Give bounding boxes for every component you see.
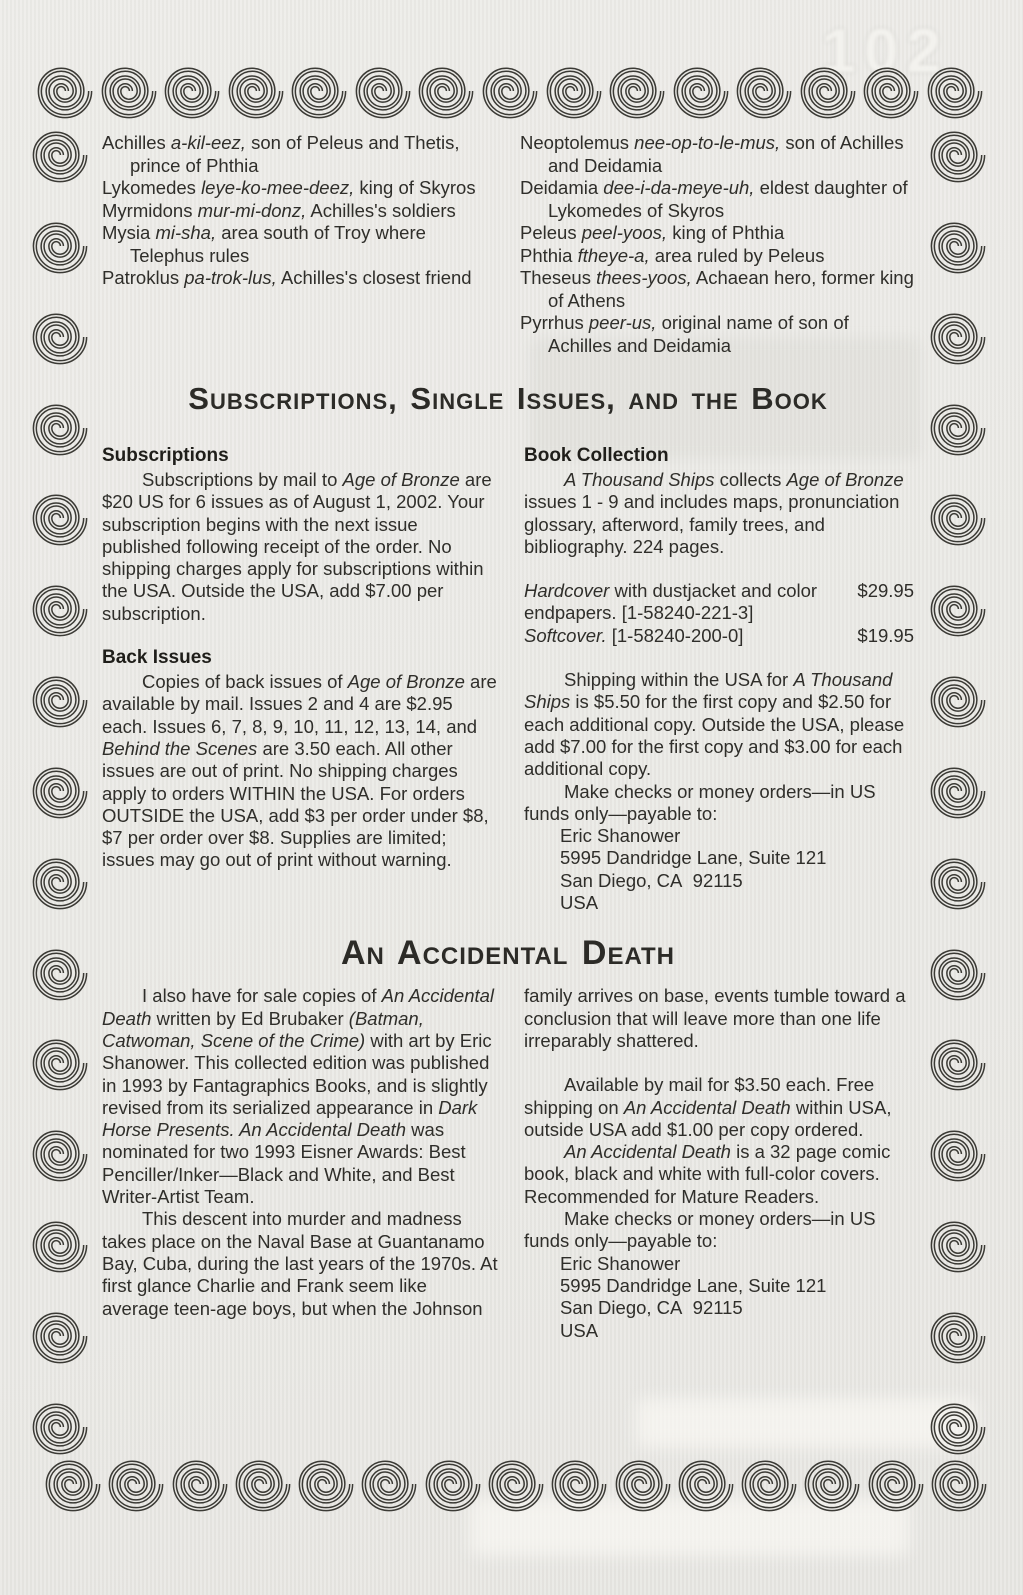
- text-segment: with art by Eric Shanower. This collected edition was published in 1993 by Fantagraphics Books, and is slightly revised from its serialized appearance in: [102, 1029, 492, 1118]
- spiral-ornament-icon: [930, 1455, 988, 1513]
- bleed-through-artifact: [636, 1398, 976, 1448]
- text-segment: Subscriptions by mail to: [142, 469, 343, 490]
- glossary-entry: [520, 267, 914, 312]
- spiral-ornament-icon: [929, 126, 987, 184]
- payable-to-line: Make checks or money orders—in US funds only—payable to:: [524, 1208, 876, 1252]
- spiral-border-top: [36, 62, 984, 120]
- glossary-definition: eldest daughter of Lykomedes of Skyros: [548, 177, 908, 221]
- hardcover-price-line: [524, 580, 914, 625]
- glossary-column-right: [520, 132, 914, 357]
- spiral-ornament-icon: [929, 1034, 987, 1092]
- spiral-ornament-icon: [487, 1455, 545, 1513]
- spiral-ornament-icon: [107, 1455, 165, 1513]
- text-segment-italic: A Thousand Ships: [524, 669, 893, 713]
- spiral-ornament-icon: [799, 62, 857, 120]
- address-line: USA: [560, 892, 599, 914]
- hardcover-price: $29.95: [857, 580, 914, 602]
- spiral-ornament-icon: [31, 308, 89, 366]
- text-segment: are $20 US for 6 issues as of August 1, 2002. Your subscription begins with the next issue published following receipt of the order. No shipping charges apply for subscriptions within the USA. Outside the USA, add $7.00 per subscription.: [102, 469, 492, 624]
- book-collection-paragraph: [524, 469, 914, 558]
- glossary-definition: area south of Troy where Telephus rules: [130, 222, 426, 266]
- glossary-pronunciation: dee-i-da-meye-uh,: [603, 177, 755, 198]
- glossary-definition: Achaean hero, former king of Athens: [548, 267, 914, 311]
- glossary-entry: [102, 267, 502, 290]
- glossary-pronunciation: nee-op-to-le-mus,: [634, 132, 781, 153]
- spiral-ornament-icon: [100, 62, 158, 120]
- spiral-border-left: [31, 126, 89, 1456]
- accidental-paragraph-4: [524, 1074, 914, 1141]
- address-line: San Diego, CA 92115: [560, 869, 743, 891]
- glossary-entry: [520, 222, 914, 245]
- glossary-definition: Achilles's soldiers: [310, 199, 456, 221]
- spiral-ornament-icon: [929, 671, 987, 729]
- softcover-price-line: [524, 625, 914, 647]
- spiral-ornament-icon: [929, 399, 987, 457]
- spiral-ornament-icon: [234, 1455, 292, 1513]
- text-segment: within USA, outside USA add $1.00 per copy ordered.: [524, 1096, 892, 1140]
- spiral-ornament-icon: [31, 944, 89, 1002]
- text-segment-italic: Age of Bronze: [342, 469, 460, 490]
- glossary-term: Patroklus: [102, 267, 180, 288]
- glossary-pronunciation: peel-yoos,: [581, 222, 668, 243]
- spiral-ornament-icon: [424, 1455, 482, 1513]
- address-line: Eric Shanower: [560, 825, 681, 847]
- accidental-death-section: [102, 985, 914, 1341]
- address-line: Eric Shanower: [560, 1252, 681, 1274]
- glossary-term: Peleus: [520, 222, 577, 243]
- spiral-ornament-icon: [929, 762, 987, 820]
- glossary-entry: [520, 245, 914, 268]
- book-collection-column: [524, 429, 914, 914]
- glossary-entry: [520, 132, 914, 177]
- spiral-ornament-icon: [360, 1455, 418, 1513]
- subscriptions-left-column: [102, 429, 498, 914]
- accidental-paragraph-3: family arrives on base, events tumble toward a conclusion that will leave more than one life irreparably shattered.: [524, 985, 906, 1051]
- text-segment: are available by mail. Issues 2 and 4 are $2.95 each. Issues 6, 7, 8, 9, 10, 11, 12, 13, 14, and: [102, 671, 497, 737]
- spiral-ornament-icon: [163, 62, 221, 120]
- accidental-left-column: [102, 985, 498, 1341]
- text-segment: are 3.50 each. All other issues are out of print. No shipping charges apply to orders WITHIN the USA. For orders OUTSIDE the USA, add $3 per order under $8, $7 per order over $8. Supplies are limited; issues may go out of print without warning.: [102, 737, 489, 871]
- spiral-ornament-icon: [31, 1125, 89, 1183]
- spiral-ornament-icon: [672, 62, 730, 120]
- glossary-pronunciation: mur-mi-donz,: [197, 199, 307, 221]
- text-segment-italic: Age of Bronze: [786, 469, 904, 490]
- spiral-ornament-icon: [31, 489, 89, 547]
- spiral-ornament-icon: [31, 399, 89, 457]
- text-segment: Available by mail for $3.50 each. Free shipping on: [524, 1074, 875, 1118]
- spiral-ornament-icon: [929, 1398, 987, 1456]
- text-segment-italic: An Accidental Death: [102, 985, 495, 1029]
- spiral-ornament-icon: [31, 580, 89, 638]
- spiral-ornament-icon: [297, 1455, 355, 1513]
- text-segment: issues 1 - 9 and includes maps, pronunciation glossary, afterword, family trees, and bibliography. 224 pages.: [524, 491, 900, 557]
- spiral-ornament-icon: [803, 1455, 861, 1513]
- book-collection-subhead: Book Collection: [524, 445, 669, 466]
- glossary-pronunciation: pa-trok-lus,: [184, 267, 277, 288]
- spiral-ornament-icon: [31, 1216, 89, 1274]
- accidental-paragraph-2: This descent into murder and madness takes place on the Naval Base at Guantanamo Bay, Cuba, during the last years of the 1970s. At first glance Charlie and Frank seem like average teen-age boys, but when the Johnson: [102, 1208, 498, 1319]
- glossary-term: Phthia: [520, 244, 573, 266]
- back-issues-paragraph: [102, 671, 498, 872]
- text-segment: I also have for sale copies of: [142, 985, 382, 1007]
- text-segment: is $5.50 for the first copy and $2.50 for each additional copy. Outside the USA, please add $7.00 for the first copy and $3.00 for each additional copy.: [524, 691, 905, 780]
- text-segment: Copies of back issues of: [142, 671, 348, 693]
- spiral-ornament-icon: [227, 62, 285, 120]
- text-segment-italic: Dark Horse Presents. An Accidental Death: [102, 1096, 478, 1141]
- glossary-definition: son of Peleus and Thetis, prince of Phthia: [130, 132, 460, 176]
- glossary-entry: [520, 177, 914, 222]
- spiral-ornament-icon: [929, 853, 987, 911]
- spiral-ornament-icon: [31, 853, 89, 911]
- glossary-definition: king of Skyros: [359, 177, 476, 198]
- softcover-price: $19.95: [857, 624, 914, 646]
- spiral-ornament-icon: [31, 1398, 89, 1456]
- text-segment: is a 32 page comic book, black and white with full-color covers. Recommended for Mature Readers.: [524, 1141, 891, 1207]
- text-segment-italic: (Batman, Catwoman, Scene of the Crime): [102, 1007, 424, 1051]
- glossary-pronunciation: leye-ko-mee-deez,: [201, 177, 355, 198]
- spiral-ornament-icon: [31, 1034, 89, 1092]
- payable-to-line: Make checks or money orders—in US funds only—payable to:: [524, 780, 876, 824]
- spiral-ornament-icon: [171, 1455, 229, 1513]
- text-segment-italic: An Accidental Death: [623, 1096, 791, 1118]
- spiral-ornament-icon: [481, 62, 539, 120]
- subscriptions-section: [102, 429, 914, 914]
- text-segment-italic: Hardcover: [524, 580, 610, 602]
- spiral-ornament-icon: [31, 217, 89, 275]
- glossary-pronunciation: mi-sha,: [155, 222, 217, 243]
- glossary-term: Myrmidons: [102, 199, 193, 221]
- spiral-ornament-icon: [929, 1216, 987, 1274]
- section-title-accidental-death: An Accidental Death: [340, 934, 676, 973]
- spiral-ornament-icon: [354, 62, 412, 120]
- address-line: USA: [560, 1319, 599, 1341]
- back-issues-subhead: Back Issues: [102, 647, 212, 669]
- spiral-ornament-icon: [614, 1455, 672, 1513]
- spiral-ornament-icon: [862, 62, 920, 120]
- spiral-border-bottom: [44, 1455, 988, 1513]
- glossary-pronunciation: peer-us,: [588, 312, 657, 333]
- spiral-ornament-icon: [735, 62, 793, 120]
- accidental-paragraph-1: [102, 985, 498, 1208]
- address-line: San Diego, CA 92115: [560, 1297, 743, 1319]
- spiral-ornament-icon: [31, 671, 89, 729]
- text-segment-italic: A Thousand Ships: [564, 469, 715, 490]
- glossary-entry: [102, 132, 502, 177]
- glossary-pronunciation: ftheye-a,: [577, 244, 650, 266]
- spiral-ornament-icon: [929, 580, 987, 638]
- spiral-ornament-icon: [929, 1125, 987, 1183]
- accidental-paragraph-5: [524, 1141, 914, 1208]
- spiral-ornament-icon: [929, 217, 987, 275]
- glossary-term: Theseus: [520, 267, 591, 288]
- spiral-ornament-icon: [608, 62, 666, 120]
- mailing-address: [524, 825, 914, 914]
- text-segment-italic: An Accidental Death: [564, 1141, 731, 1163]
- spiral-ornament-icon: [926, 62, 984, 120]
- spiral-ornament-icon: [44, 1455, 102, 1513]
- page-content: [102, 132, 914, 1342]
- text-segment: [1-58240-200-0]: [606, 624, 744, 646]
- text-segment-italic: Softcover.: [524, 624, 607, 646]
- glossary-pronunciation: thees-yoos,: [596, 267, 692, 288]
- pronunciation-glossary: [102, 132, 914, 357]
- address-line: 5995 Dandridge Lane, Suite 121: [560, 1274, 827, 1296]
- text-segment: collects: [714, 469, 787, 490]
- glossary-definition: area ruled by Peleus: [654, 244, 825, 266]
- mailing-address: [524, 1253, 914, 1342]
- glossary-definition: son of Achilles and Deidamia: [548, 132, 904, 176]
- spiral-ornament-icon: [550, 1455, 608, 1513]
- address-line: 5995 Dandridge Lane, Suite 121: [560, 847, 827, 869]
- subscriptions-paragraph: [102, 469, 498, 625]
- glossary-term: Lykomedes: [102, 177, 196, 198]
- glossary-term: Deidamia: [520, 177, 599, 198]
- section-title-subscriptions: Subscriptions, Single Issues, and the Book: [188, 381, 828, 416]
- glossary-definition: original name of son of Achilles and Deidamia: [548, 312, 849, 356]
- book-shipping-paragraph: [524, 669, 914, 780]
- glossary-term: Mysia: [102, 222, 151, 243]
- spiral-ornament-icon: [417, 62, 475, 120]
- spiral-ornament-icon: [929, 308, 987, 366]
- glossary-definition: Achilles's closest friend: [280, 267, 472, 288]
- spiral-ornament-icon: [545, 62, 603, 120]
- accidental-right-column: [524, 985, 914, 1341]
- spiral-ornament-icon: [31, 1307, 89, 1365]
- glossary-column-left: [102, 132, 502, 357]
- spiral-ornament-icon: [31, 126, 89, 184]
- text-segment-italic: Age of Bronze: [347, 671, 465, 693]
- spiral-ornament-icon: [929, 489, 987, 547]
- spiral-ornament-icon: [677, 1455, 735, 1513]
- glossary-definition: king of Phthia: [672, 222, 785, 243]
- text-segment-italic: Behind the Scenes: [102, 737, 258, 759]
- text-segment: with dustjacket and color endpapers. [1-58240-221-3]: [524, 580, 818, 624]
- glossary-entry: [102, 200, 502, 223]
- text-segment: Shipping within the USA for: [564, 669, 794, 691]
- spiral-ornament-icon: [290, 62, 348, 120]
- spiral-ornament-icon: [929, 1307, 987, 1365]
- glossary-entry: [520, 312, 914, 357]
- spiral-ornament-icon: [867, 1455, 925, 1513]
- spiral-border-right: [929, 126, 987, 1456]
- text-segment: was nominated for two 1993 Eisner Awards: Best Penciller/Inker—Black and White, and Best Writer-Artist Team.: [102, 1119, 466, 1208]
- spiral-ornament-icon: [929, 944, 987, 1002]
- glossary-term: Neoptolemus: [520, 132, 630, 153]
- glossary-entry: [102, 222, 502, 267]
- glossary-term: Pyrrhus: [520, 312, 584, 333]
- subscriptions-subhead: Subscriptions: [102, 445, 229, 466]
- bleed-through-page-number: 102: [821, 17, 949, 86]
- spiral-ornament-icon: [740, 1455, 798, 1513]
- glossary-pronunciation: a-kil-eez,: [170, 132, 246, 153]
- text-segment: written by Ed Brubaker: [151, 1007, 349, 1029]
- glossary-entry: [102, 177, 502, 200]
- spiral-ornament-icon: [31, 762, 89, 820]
- glossary-term: Achilles: [102, 132, 166, 153]
- spiral-ornament-icon: [36, 62, 94, 120]
